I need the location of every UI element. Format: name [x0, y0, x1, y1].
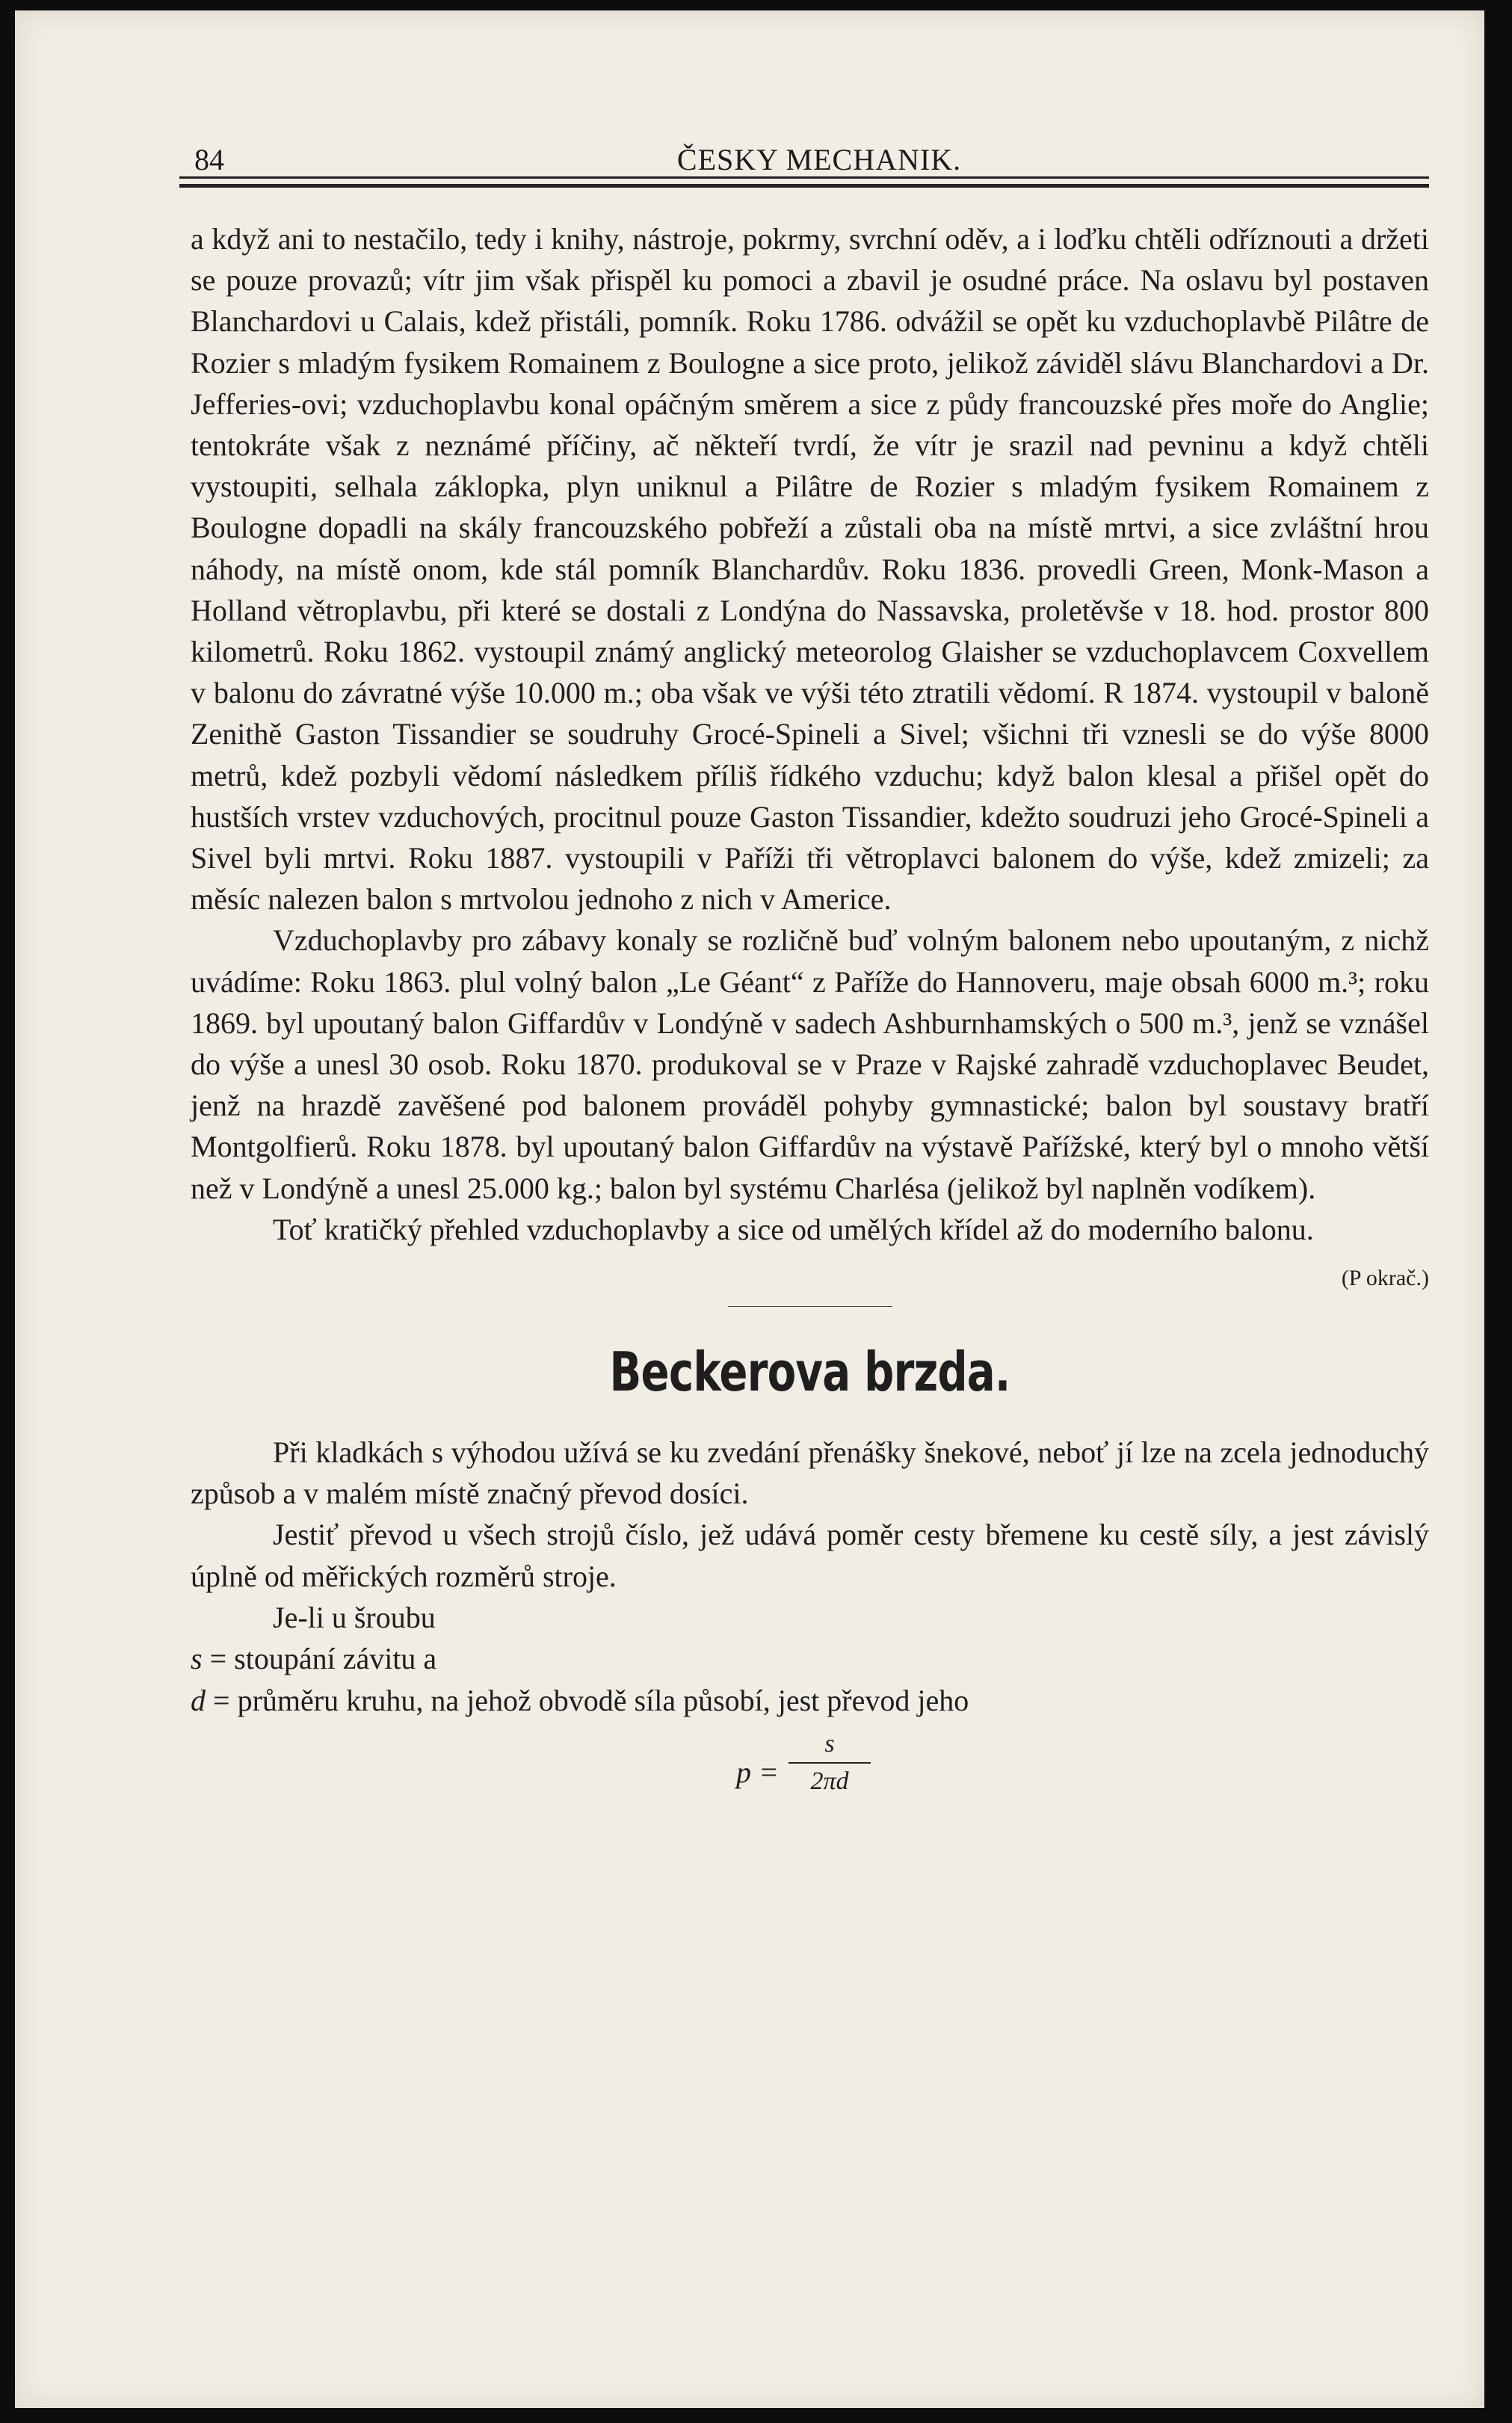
- page-header: [194, 142, 1444, 187]
- formula-lhs: p =: [736, 1755, 779, 1790]
- header-rule-thick: [179, 184, 1429, 188]
- transmission-formula: [736, 1729, 1429, 1811]
- formula-numerator: s: [824, 1730, 835, 1758]
- section-paragraph: Při kladkách s výhodou užívá se ku zvedání přenášky šnekové, neboť jí lze na zcela jednoduchý způsob a v malém místě značný převod dosíci.: [191, 1435, 1429, 1511]
- formula-fraction: [789, 1729, 871, 1797]
- to-be-continued-note: (P okrač.): [1341, 1266, 1429, 1291]
- summary-text: Toť kratičký přehled vzduchoplavby a sice od umělých křídel až do moderního balonu.: [273, 1212, 1314, 1246]
- section-separator: [728, 1306, 892, 1307]
- header-rule-thin: [179, 176, 1429, 179]
- symbol-d: d: [191, 1684, 206, 1718]
- symbol-s: s: [191, 1642, 203, 1676]
- equals-sign: =: [213, 1684, 230, 1718]
- fraction-bar: [789, 1762, 871, 1764]
- formula-denominator: 2πd: [810, 1767, 849, 1796]
- definition-d: [191, 1680, 1429, 1722]
- journal-title: ČESKY MECHANIK.: [676, 143, 962, 176]
- definition-text: stoupání závitu a: [234, 1642, 437, 1676]
- section-paragraph: Jestiť převod u všech strojů číslo, jež udává poměr cesty břemene ku cestě síly, a jest závislý úplně od měřických rozměrů stroje.: [191, 1518, 1429, 1593]
- definition-s: [191, 1638, 1429, 1680]
- paragraph-continuation: a když ani to nestačilo, tedy i knihy, nástroje, pokrmy, svrchní oděv, a i loďku chtěli odříznouti a držeti se pouze provazů; vítr jim však přispěl ku pomoci a zbavil je osudné práce. Na oslavu byl postaven Blanchardovi u Calais, kdež přistáli, pomník. Roku 1786. odvážil se opět ku vzduchoplavbě Pilâtre de Rozier s mladým fysikem Romainem z Boulogne a sice proto, jelikož záviděl slávu Blanchardovi a Dr. Jefferies-ovi; vzduchoplavbu konal opáčným směrem a sice z půdy francouzské přes moře do Anglie; tentokráte však z neznámé příčiny, ač někteří tvrdí, že vítr je srazil nad pevninu a když chtěli vystoupiti, selhala záklopka, plyn uniknul a Pilâtre de Rozier s mladým fysikem Romainem z Boulogne dopadli na skály francouzského pobřeží a zůstali oba na místě mrtvi, a sice zvláštní hrou náhody, na místě onom, kde stál pomník Blanchardův. Roku 1836. provedli Green, Monk-Mason a Holland větroplavbu, při které se dostali z Londýna do Nassavska, proletěvše v 18. hod. prostor 800 kilometrů. Roku 1862. vystoupil známý anglický meteorolog Glaisher se vzduchoplavcem Coxvellem v balonu do závratné výše 10.000 m.; oba však ve výši této ztratili vědomí. R 1874. vystoupil v baloně Zenithě Gaston Tissandier se soudruhy Grocé-Spineli a Sivel; všichni tři vznesli se do výše 8000 metrů, kdež pozbyli vědomí následkem příliš řídkého vzduchu; když balon klesal a přišel opět do hustších vrstev vzduchových, procitnul pouze Gaston Tissandier, kdežto soudruzi jeho Grocé-Spineli a Sivel byli mrtvi. Roku 1887. vystoupili v Paříži tři větroplavci balonem do výše, kdež zmizeli; za měsíc nalezen balon s mrtvolou jednoho z nich v Americe.: [191, 222, 1429, 917]
- equals-sign: =: [209, 1642, 227, 1676]
- section-title: Beckerova brzda.: [609, 1340, 1010, 1404]
- article-body: [191, 218, 1429, 1811]
- section-paragraph: Je-li u šroubu: [273, 1600, 436, 1634]
- page-number: 84: [194, 143, 224, 176]
- definition-text: průměru kruhu, na jehož obvodě síla působí, jest převod jeho: [237, 1684, 969, 1718]
- paragraph-balloons-entertainment: Vzduchoplavby pro zábavy konaly se rozličně buď volným balonem nebo upoutaným, z nichž uvádíme: Roku 1863. plul volný balon „Le Géant“ z Paříže do Hannoveru, maje obsah 6000 m.³; roku 1869. byl upoutaný balon Giffardův v Londýně v sadech Ashburnhamských o 500 m.³, jenž se vznášel do výše a unesl 30 osob. Roku 1870. produkoval se v Praze v Rajské zahradě vzduchoplavec Beudet, jenž na hrazdě zavěšené pod balonem prováděl pohyby gymnastické; balon byl soustavy bratří Montgolfierů. Roku 1878. byl upoutaný balon Giffardův na výstavě Pařížské, který byl o mnoho větší než v Londýně a unesl 25.000 kg.; balon byl systému Charlésa (jelikož byl naplněn vodíkem).: [191, 923, 1429, 1205]
- paragraph-summary: [191, 1209, 1429, 1291]
